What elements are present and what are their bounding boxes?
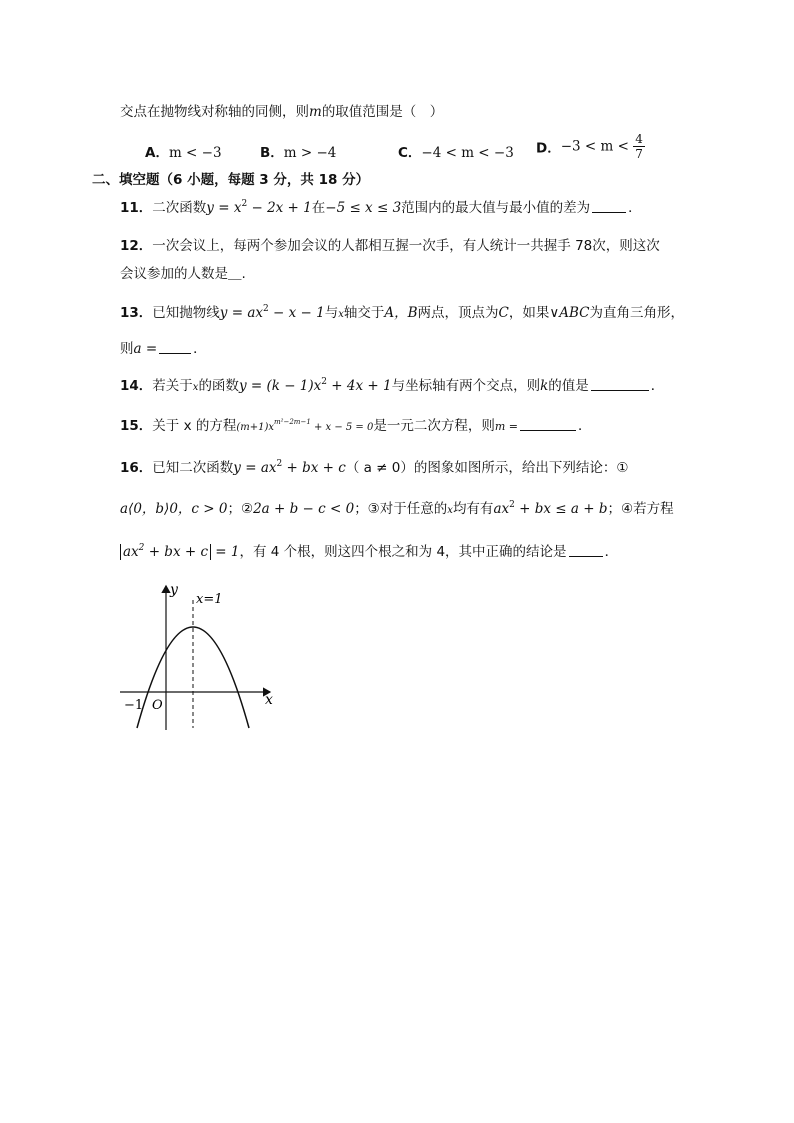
q14-x: x xyxy=(192,382,199,393)
q13-expr2: − x − 1 xyxy=(268,305,325,321)
q16-end: ． xyxy=(604,544,619,560)
q14-text-d: 的值是 xyxy=(548,378,589,394)
q16-l2-expr2: 2a + b − c < 0 xyxy=(253,501,355,517)
q11-text-a: 二次函数 xyxy=(152,200,207,216)
answer-blank[interactable] xyxy=(520,417,576,431)
q10-var-m: m xyxy=(309,104,322,120)
q11-range: −5 ≤ x ≤ 3 xyxy=(325,200,402,216)
parabola-graph xyxy=(115,578,285,738)
q13-expr: y = ax xyxy=(219,305,263,321)
option-label: C． xyxy=(398,145,422,161)
q16-abs-expr: $ax^2$ + bx + c xyxy=(120,544,211,560)
fraction-four-sevenths: $\frac{4}{7}$ xyxy=(635,132,643,161)
question-number: 16． xyxy=(120,460,153,476)
answer-blank[interactable] xyxy=(592,199,626,213)
neg-one-label: −1 xyxy=(124,698,144,713)
q16-l2-expr3: ax xyxy=(493,501,510,517)
q16-text-b: 的图象如图所示，给出下列结论：① xyxy=(413,460,629,476)
question-11 xyxy=(120,198,642,218)
q13-text-f: 为直角三角形， xyxy=(589,305,685,321)
question-number: 13． xyxy=(120,305,153,321)
q13-text-e: ，如果 xyxy=(508,305,550,321)
q16-l2-sep3: ；④若方程 xyxy=(607,501,674,517)
question-number: 15． xyxy=(120,418,153,434)
q13-tri: ∨ABC xyxy=(549,305,590,321)
option-label: B． xyxy=(260,145,284,161)
symmetry-axis-label: x=1 xyxy=(196,592,223,607)
q16-cond: （ a ≠ 0） xyxy=(345,460,414,476)
q10-option-c[interactable] xyxy=(398,141,514,161)
answer-blank[interactable] xyxy=(591,377,649,391)
option-label: D． xyxy=(536,140,561,157)
q16-l2-x: x xyxy=(447,505,453,516)
q10-option-a[interactable] xyxy=(145,141,222,161)
q16-l3-text: ，有 4 个根，则这四个根之和为 4，其中正确的结论是 xyxy=(239,544,567,560)
question-16-line1 xyxy=(120,458,629,478)
question-number: 11． xyxy=(120,200,153,216)
q14-text-c: 与坐标轴有两个交点，则 xyxy=(391,378,541,394)
x-axis-label: x xyxy=(265,692,273,708)
y-axis-label: y xyxy=(170,582,178,598)
q13-line2-a: 则 xyxy=(120,341,134,357)
q10-text: 交点在抛物线对称轴的同侧，则 xyxy=(120,104,309,120)
option-label: A． xyxy=(145,145,169,161)
q16-l2-expr3b: + bx ≤ a + b xyxy=(514,501,608,517)
q16-l3-eq: = 1 xyxy=(211,544,240,560)
q14-sup: 2 xyxy=(321,377,328,387)
question-15 xyxy=(120,416,592,438)
question-13-line2 xyxy=(120,339,207,359)
q14-text-b: 的函数 xyxy=(198,378,239,394)
option-expr: m < −3 xyxy=(168,145,222,161)
q15-expr3: m = xyxy=(494,420,519,433)
option-expr: −3 < m < xyxy=(560,138,629,155)
q15-expr2: + x − 5 = 0 xyxy=(310,422,374,433)
question-number: 14． xyxy=(120,378,153,394)
q13-text-a: 已知抛物线 xyxy=(152,305,220,321)
q15-sup: m²−2m−1 xyxy=(274,418,311,426)
q10-tail-line xyxy=(120,102,443,122)
q16-expr: y = ax xyxy=(233,460,277,476)
q14-expr2: + 4x + 1 xyxy=(327,378,392,394)
q16-text-a: 已知二次函数 xyxy=(152,460,234,476)
option-expr: −4 < m < −3 xyxy=(421,145,514,161)
q14-expr: y = (k − 1)x xyxy=(238,378,322,394)
q14-text-a: 若关于 xyxy=(152,378,193,394)
q11-expr: y = x xyxy=(206,200,242,216)
q10-option-d[interactable] xyxy=(536,132,645,161)
question-12-line1 xyxy=(120,236,660,256)
q14-k: k xyxy=(540,378,549,394)
q14-end: ． xyxy=(650,378,665,394)
q13-text-d: 两点，顶点为 xyxy=(417,305,499,321)
q16-l2-sep1: ；② xyxy=(227,501,254,517)
q13-end: ． xyxy=(193,341,207,357)
origin-label: O xyxy=(152,698,163,713)
question-16-line2 xyxy=(120,499,674,521)
q13-x: x xyxy=(338,309,344,320)
q11-text-c: 范围内的最大值与最小值的差为 xyxy=(401,200,591,216)
q12-text: 一次会议上，每两个参加会议的人都相互握一次手，有人统计一共握手 78次，则这次 xyxy=(152,238,660,254)
q16-expr2: + bx + c xyxy=(282,460,346,476)
q13-ab: A，B xyxy=(384,305,418,321)
q13-text-b: 与 xyxy=(324,305,339,321)
section-title: 二、填空题（6 小题，每题 3 分，共 18 分） xyxy=(92,172,370,188)
q16-l2-sep2: ；③对于任意的 xyxy=(354,501,448,517)
question-12-line2: 会议参加的人数是＿. xyxy=(120,266,246,282)
q15-expr: (m+1)x xyxy=(236,422,275,433)
q16-l2-text: 均有有 xyxy=(452,501,494,517)
q15-text-a: 关于 x 的方程 xyxy=(152,418,237,434)
q11-text-b: 在 xyxy=(311,200,326,216)
q15-text-b: 是一元二次方程，则 xyxy=(373,418,495,434)
question-13-line1 xyxy=(120,303,684,325)
q11-expr2: − 2x + 1 xyxy=(247,200,312,216)
q15-end: ． xyxy=(578,418,592,434)
q13-text-c: 轴交于 xyxy=(343,305,385,321)
q13-line2-expr: a = xyxy=(133,341,158,357)
q11-end: ． xyxy=(628,200,642,216)
answer-blank[interactable] xyxy=(569,543,603,557)
answer-blank[interactable] xyxy=(159,340,191,354)
q13-c: C xyxy=(498,305,509,321)
q16-l2-expr1: a⟨0，b⟩0，c > 0 xyxy=(120,501,228,517)
q13-sup: 2 xyxy=(262,304,269,314)
question-14 xyxy=(120,376,664,398)
question-number: 12． xyxy=(120,238,153,254)
q16-l2-sup3: 2 xyxy=(509,500,515,510)
q10-option-b[interactable] xyxy=(260,141,336,161)
q16-sup: 2 xyxy=(276,459,283,469)
q10-text-end: 的取值范围是（ ） xyxy=(321,104,444,120)
q11-sup: 2 xyxy=(241,199,248,209)
option-expr: m > −4 xyxy=(283,145,337,161)
question-16-line3 xyxy=(120,542,618,562)
